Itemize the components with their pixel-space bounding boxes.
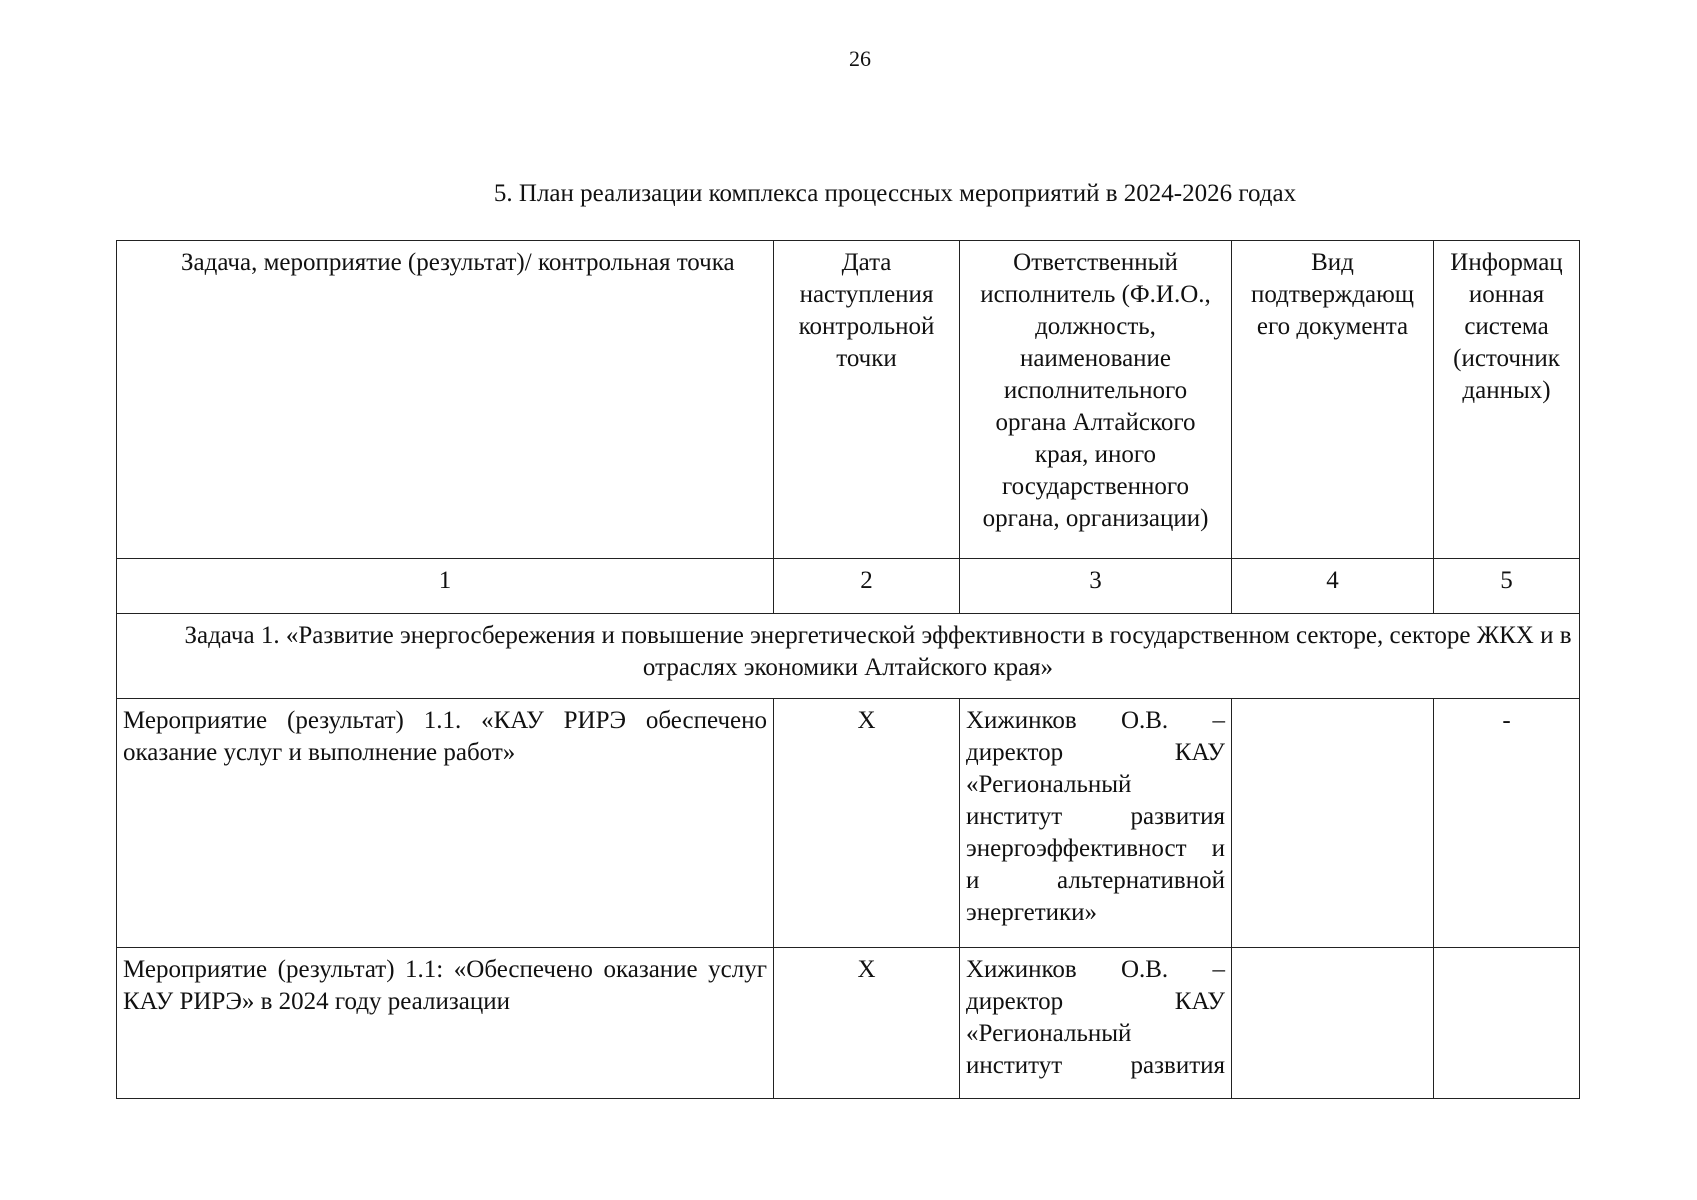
column-numbers-row (117, 559, 1580, 614)
activity-cell: Мероприятие (результат) 1.1. «КАУ РИРЭ обеспечено оказание услуг и выполнение работ» (117, 699, 774, 948)
table-row (117, 699, 1580, 948)
column-number: 4 (1232, 559, 1434, 614)
executor-text: Хижинков О.В. – директор КАУ «Региональный институт развития (966, 956, 1225, 1079)
section-title: 5. План реализации комплекса процессных мероприятий в 2024-2026 годах (493, 180, 1297, 207)
date-cell: Х (774, 948, 960, 1099)
column-number: 5 (1434, 559, 1580, 614)
header-executor: Ответственный исполнитель (Ф.И.О., должность, наименование исполнительного органа Алтайского края, иного государственного органа, организации) (960, 241, 1232, 559)
table-row (117, 948, 1580, 1099)
task-1-text: Задача 1. «Развитие энергосбережения и повышение энергетической эффективности в государственном секторе, секторе ЖКХ и в отраслях экономики Алтайского края» (184, 622, 1572, 681)
plan-table (116, 240, 1580, 1099)
task-1-cell (117, 614, 1580, 699)
column-number: 1 (117, 559, 774, 614)
executor-text-last: энергетики» (966, 899, 1098, 926)
executor-text: Хижинков О.В. – директор КАУ «Региональный институт развития энергоэффективност и и альтернативной (966, 707, 1225, 894)
executor-cell (960, 699, 1232, 948)
document-cell (1232, 948, 1434, 1099)
info-system-cell: - (1434, 699, 1580, 948)
column-number: 3 (960, 559, 1232, 614)
column-number: 2 (774, 559, 960, 614)
header-info-system: Информац ионная система (источник данных) (1434, 241, 1580, 559)
header-task: Задача, мероприятие (результат)/ контрольная точка (117, 241, 774, 559)
header-date: Дата наступления контрольной точки (774, 241, 960, 559)
document-cell (1232, 699, 1434, 948)
executor-cell (960, 948, 1232, 1099)
activity-cell: Мероприятие (результат) 1.1: «Обеспечено оказание услуг КАУ РИРЭ» в 2024 году реализации (117, 948, 774, 1099)
task-row (117, 614, 1580, 699)
header-row (117, 241, 1580, 559)
date-cell: Х (774, 699, 960, 948)
info-system-cell (1434, 948, 1580, 1099)
header-document: Вид подтверждающ его документа (1232, 241, 1434, 559)
page-number: 26 (849, 46, 871, 71)
